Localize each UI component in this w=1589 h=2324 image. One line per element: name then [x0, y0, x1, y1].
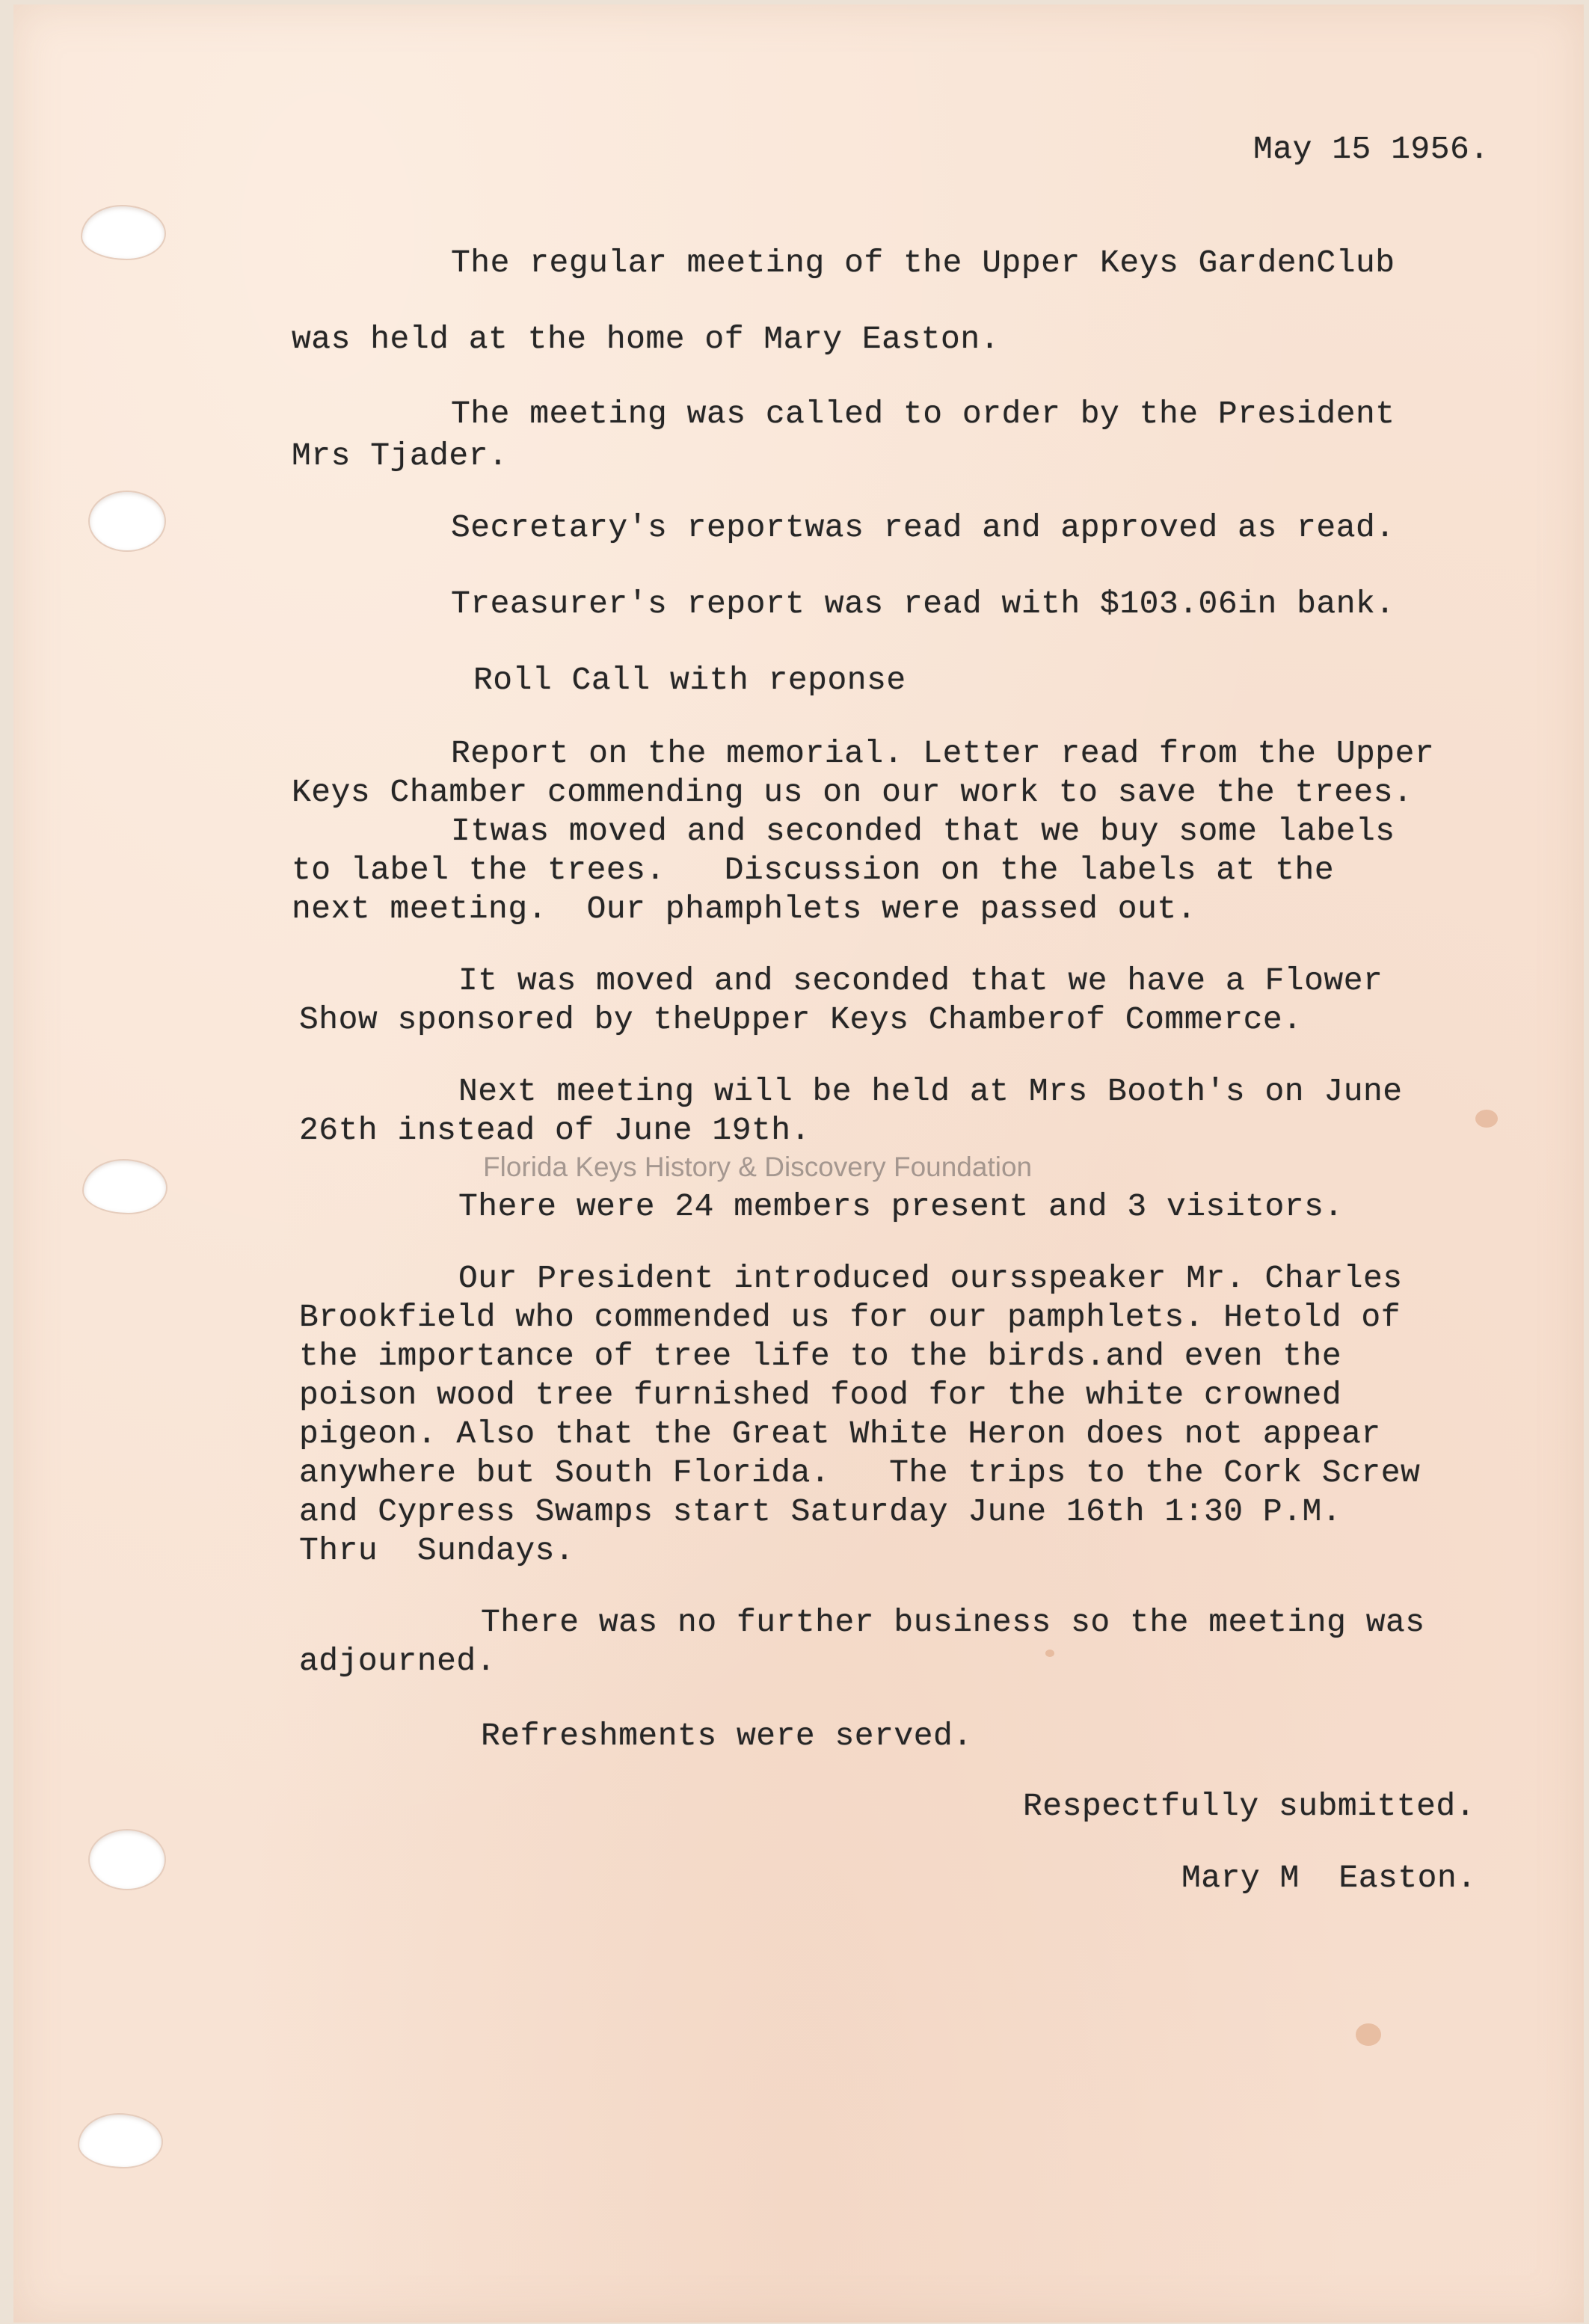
paragraph-line: Report on the memorial. Letter read from the Upper — [451, 735, 1435, 772]
binder-hole — [90, 492, 165, 550]
paragraph-line: Roll Call with reponse — [473, 662, 906, 698]
paragraph-line: adjourned. — [299, 1643, 497, 1679]
paragraph-line: anywhere but South Florida. The trips to the Cork Screw — [299, 1454, 1421, 1491]
paragraph-line: Secretary's reportwas read and approved as read. — [451, 509, 1395, 546]
paper-stain — [1045, 1650, 1054, 1657]
paragraph-line: It was moved and seconded that we have a Flower — [458, 962, 1383, 999]
letter-date: May 15 1956. — [1253, 131, 1490, 167]
paragraph-line: Next meeting will be held at Mrs Booth's on June — [458, 1073, 1403, 1110]
paragraph-line: and Cypress Swamps start Saturday June 16th 1:30 P.M. — [299, 1493, 1342, 1530]
paragraph-line: There were 24 members present and 3 visitors. — [458, 1188, 1344, 1225]
paragraph-line: was held at the home of Mary Easton. — [292, 321, 1000, 357]
paragraph-line: Show sponsored by theUpper Keys Chamberof Commerce. — [299, 1001, 1303, 1038]
paragraph-line: The regular meeting of the Upper Keys GardenClub — [451, 245, 1395, 281]
paper-stain — [1356, 2023, 1381, 2046]
paragraph-line: Brookfield who commended us for our pamphlets. Hetold of — [299, 1299, 1401, 1335]
paragraph-line: Treasurer's report was read with $103.06in bank. — [451, 585, 1395, 622]
paragraph-line: Keys Chamber commending us on our work to save the trees. — [292, 774, 1413, 811]
signature: Mary M Easton. — [1181, 1860, 1477, 1896]
paragraph-line: The meeting was called to order by the President — [451, 396, 1395, 432]
binder-hole — [84, 1161, 166, 1213]
binder-hole — [82, 206, 165, 259]
paragraph-line: next meeting. Our phamphlets were passed out. — [292, 891, 1196, 927]
document-page — [13, 4, 1584, 2323]
paragraph-line: poison wood tree furnished food for the white crowned — [299, 1377, 1342, 1413]
paragraph-line: Refreshments were served. — [481, 1718, 973, 1754]
paragraph-line: the importance of tree life to the birds.and even the — [299, 1338, 1342, 1374]
binder-hole — [79, 2115, 162, 2167]
paragraph-line: 26th instead of June 19th. — [299, 1112, 811, 1149]
paragraph-line: There was no further business so the meeting was — [481, 1604, 1425, 1641]
archive-watermark: Florida Keys History & Discovery Foundation — [483, 1152, 1033, 1182]
paragraph-line: Our President introduced oursspeaker Mr. Charles — [458, 1260, 1403, 1297]
paragraph-line: Thru Sundays. — [299, 1532, 575, 1569]
closing-line: Respectfully submitted. — [1023, 1788, 1475, 1825]
binder-hole — [90, 1830, 165, 1889]
paragraph-line: to label the trees. Discussion on the labels at the — [292, 852, 1335, 888]
paper-stain — [1475, 1110, 1498, 1128]
paragraph-line: Mrs Tjader. — [292, 437, 508, 474]
paragraph-line: pigeon. Also that the Great White Heron does not appear — [299, 1415, 1381, 1452]
paragraph-line: Itwas moved and seconded that we buy some labels — [451, 813, 1395, 849]
